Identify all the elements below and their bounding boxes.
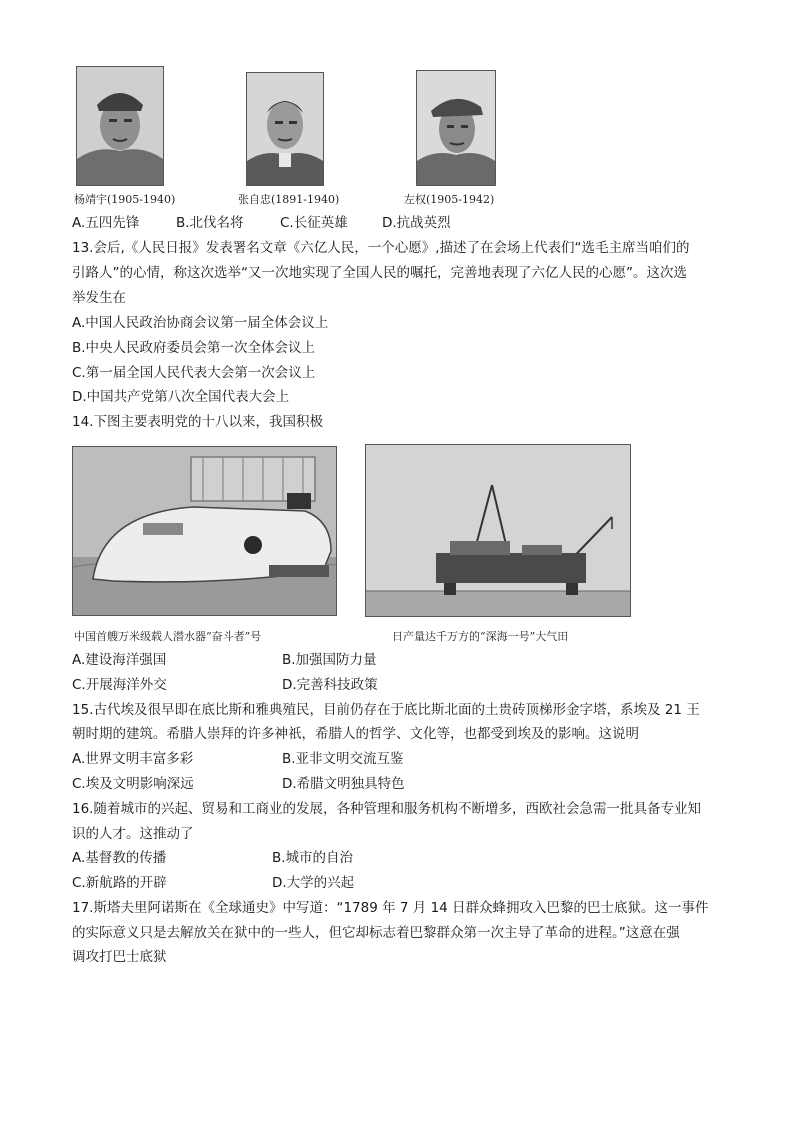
portrait-yang-jingyu-image bbox=[77, 67, 163, 185]
q13-option-c: C.第一届全国人民代表大会第一次会议上 bbox=[72, 365, 316, 381]
q16-stem-line-1: 16.随着城市的兴起、贸易和工商业的发展，各种管理和服务机构不断增多，西欧社会急需一批具备专业知 bbox=[72, 801, 701, 817]
q16-option-d: D.大学的兴起 bbox=[272, 875, 355, 891]
q16-stem-line-2: 识的人才。这推动了 bbox=[72, 826, 194, 842]
caption-yang-jingyu: 杨靖宇(1905-1940) bbox=[74, 193, 176, 206]
q14-option-d: D.完善科技政策 bbox=[282, 677, 378, 693]
gas-field-image bbox=[366, 445, 630, 616]
gas-field-photo bbox=[365, 444, 631, 617]
caption-zhang-zizhong: 张自忠(1891-1940) bbox=[238, 193, 340, 206]
portrait-zhang-zizhong-image bbox=[247, 73, 323, 185]
portrait-zuo-quan-image bbox=[417, 71, 495, 185]
submersible-photo bbox=[72, 446, 337, 616]
q12-option-b: B.北伐名将 bbox=[176, 215, 244, 231]
portrait-zuo-quan bbox=[416, 70, 496, 186]
q15-option-c: C.埃及文明影响深远 bbox=[72, 776, 194, 792]
q14-option-c: C.开展海洋外交 bbox=[72, 677, 167, 693]
q15-stem-line-1: 15.古代埃及很早即在底比斯和雅典殖民，目前仍存在于底比斯北面的土贵砖顶梯形金字塔，系埃及 21 王 bbox=[72, 702, 700, 718]
caption-submersible: 中国首艘万米级载人潜水器“奋斗者”号 bbox=[74, 630, 262, 643]
q14-option-a: A.建设海洋强国 bbox=[72, 652, 167, 668]
q13-stem-line-2: 引路人”的心情，称这次选举“又一次地实现了全国人民的嘱托，完善地表现了六亿人民的心愿”。这次选 bbox=[72, 265, 687, 281]
q15-option-b: B.亚非文明交流互鉴 bbox=[282, 751, 404, 767]
q17-stem-line-2: 的实际意义只是去解放关在狱中的一些人，但它却标志着巴黎群众第一次主导了革命的进程。”这意在强 bbox=[72, 925, 680, 941]
q13-option-d: D.中国共产党第八次全国代表大会上 bbox=[72, 389, 290, 405]
q13-option-a: A.中国人民政治协商会议第一届全体会议上 bbox=[72, 315, 329, 331]
q17-stem-line-1: 17.斯塔夫里阿诺斯在《全球通史》中写道：“1789 年 7 月 14 日群众蜂拥攻入巴黎的巴士底狱。这一事件 bbox=[72, 900, 709, 916]
q17-stem-line-3: 调攻打巴士底狱 bbox=[72, 949, 167, 965]
q16-option-c: C.新航路的开辟 bbox=[72, 875, 167, 891]
q12-option-c: C.长征英雄 bbox=[280, 215, 348, 231]
q12-option-d: D.抗战英烈 bbox=[382, 215, 451, 231]
q15-option-a: A.世界文明丰富多彩 bbox=[72, 751, 194, 767]
q14-option-b: B.加强国防力量 bbox=[282, 652, 377, 668]
q12-option-a: A.五四先锋 bbox=[72, 215, 140, 231]
portrait-zhang-zizhong bbox=[246, 72, 324, 186]
caption-zuo-quan: 左权(1905-1942) bbox=[404, 193, 495, 206]
portrait-yang-jingyu bbox=[76, 66, 164, 186]
q13-stem-line-3: 举发生在 bbox=[72, 290, 126, 306]
q16-option-b: B.城市的自治 bbox=[272, 850, 354, 866]
q15-stem-line-2: 朝时期的建筑。希腊人崇拜的许多神祇，希腊人的哲学、文化等，也都受到埃及的影响。这说明 bbox=[72, 726, 639, 742]
q16-option-a: A.基督教的传播 bbox=[72, 850, 167, 866]
submersible-image bbox=[73, 447, 336, 615]
q14-stem: 14.下图主要表明党的十八以来，我国积极 bbox=[72, 414, 323, 430]
caption-gas-field: 日产量达千万方的“深海一号”大气田 bbox=[392, 630, 569, 643]
q15-option-d: D.希腊文明独具特色 bbox=[282, 776, 405, 792]
q13-stem-line-1: 13.会后,《人民日报》发表署名文章《六亿人民，一个心愿》,描述了在会场上代表们“选毛主席当咱们的 bbox=[72, 240, 690, 256]
q13-option-b: B.中央人民政府委员会第一次全体会议上 bbox=[72, 340, 316, 356]
